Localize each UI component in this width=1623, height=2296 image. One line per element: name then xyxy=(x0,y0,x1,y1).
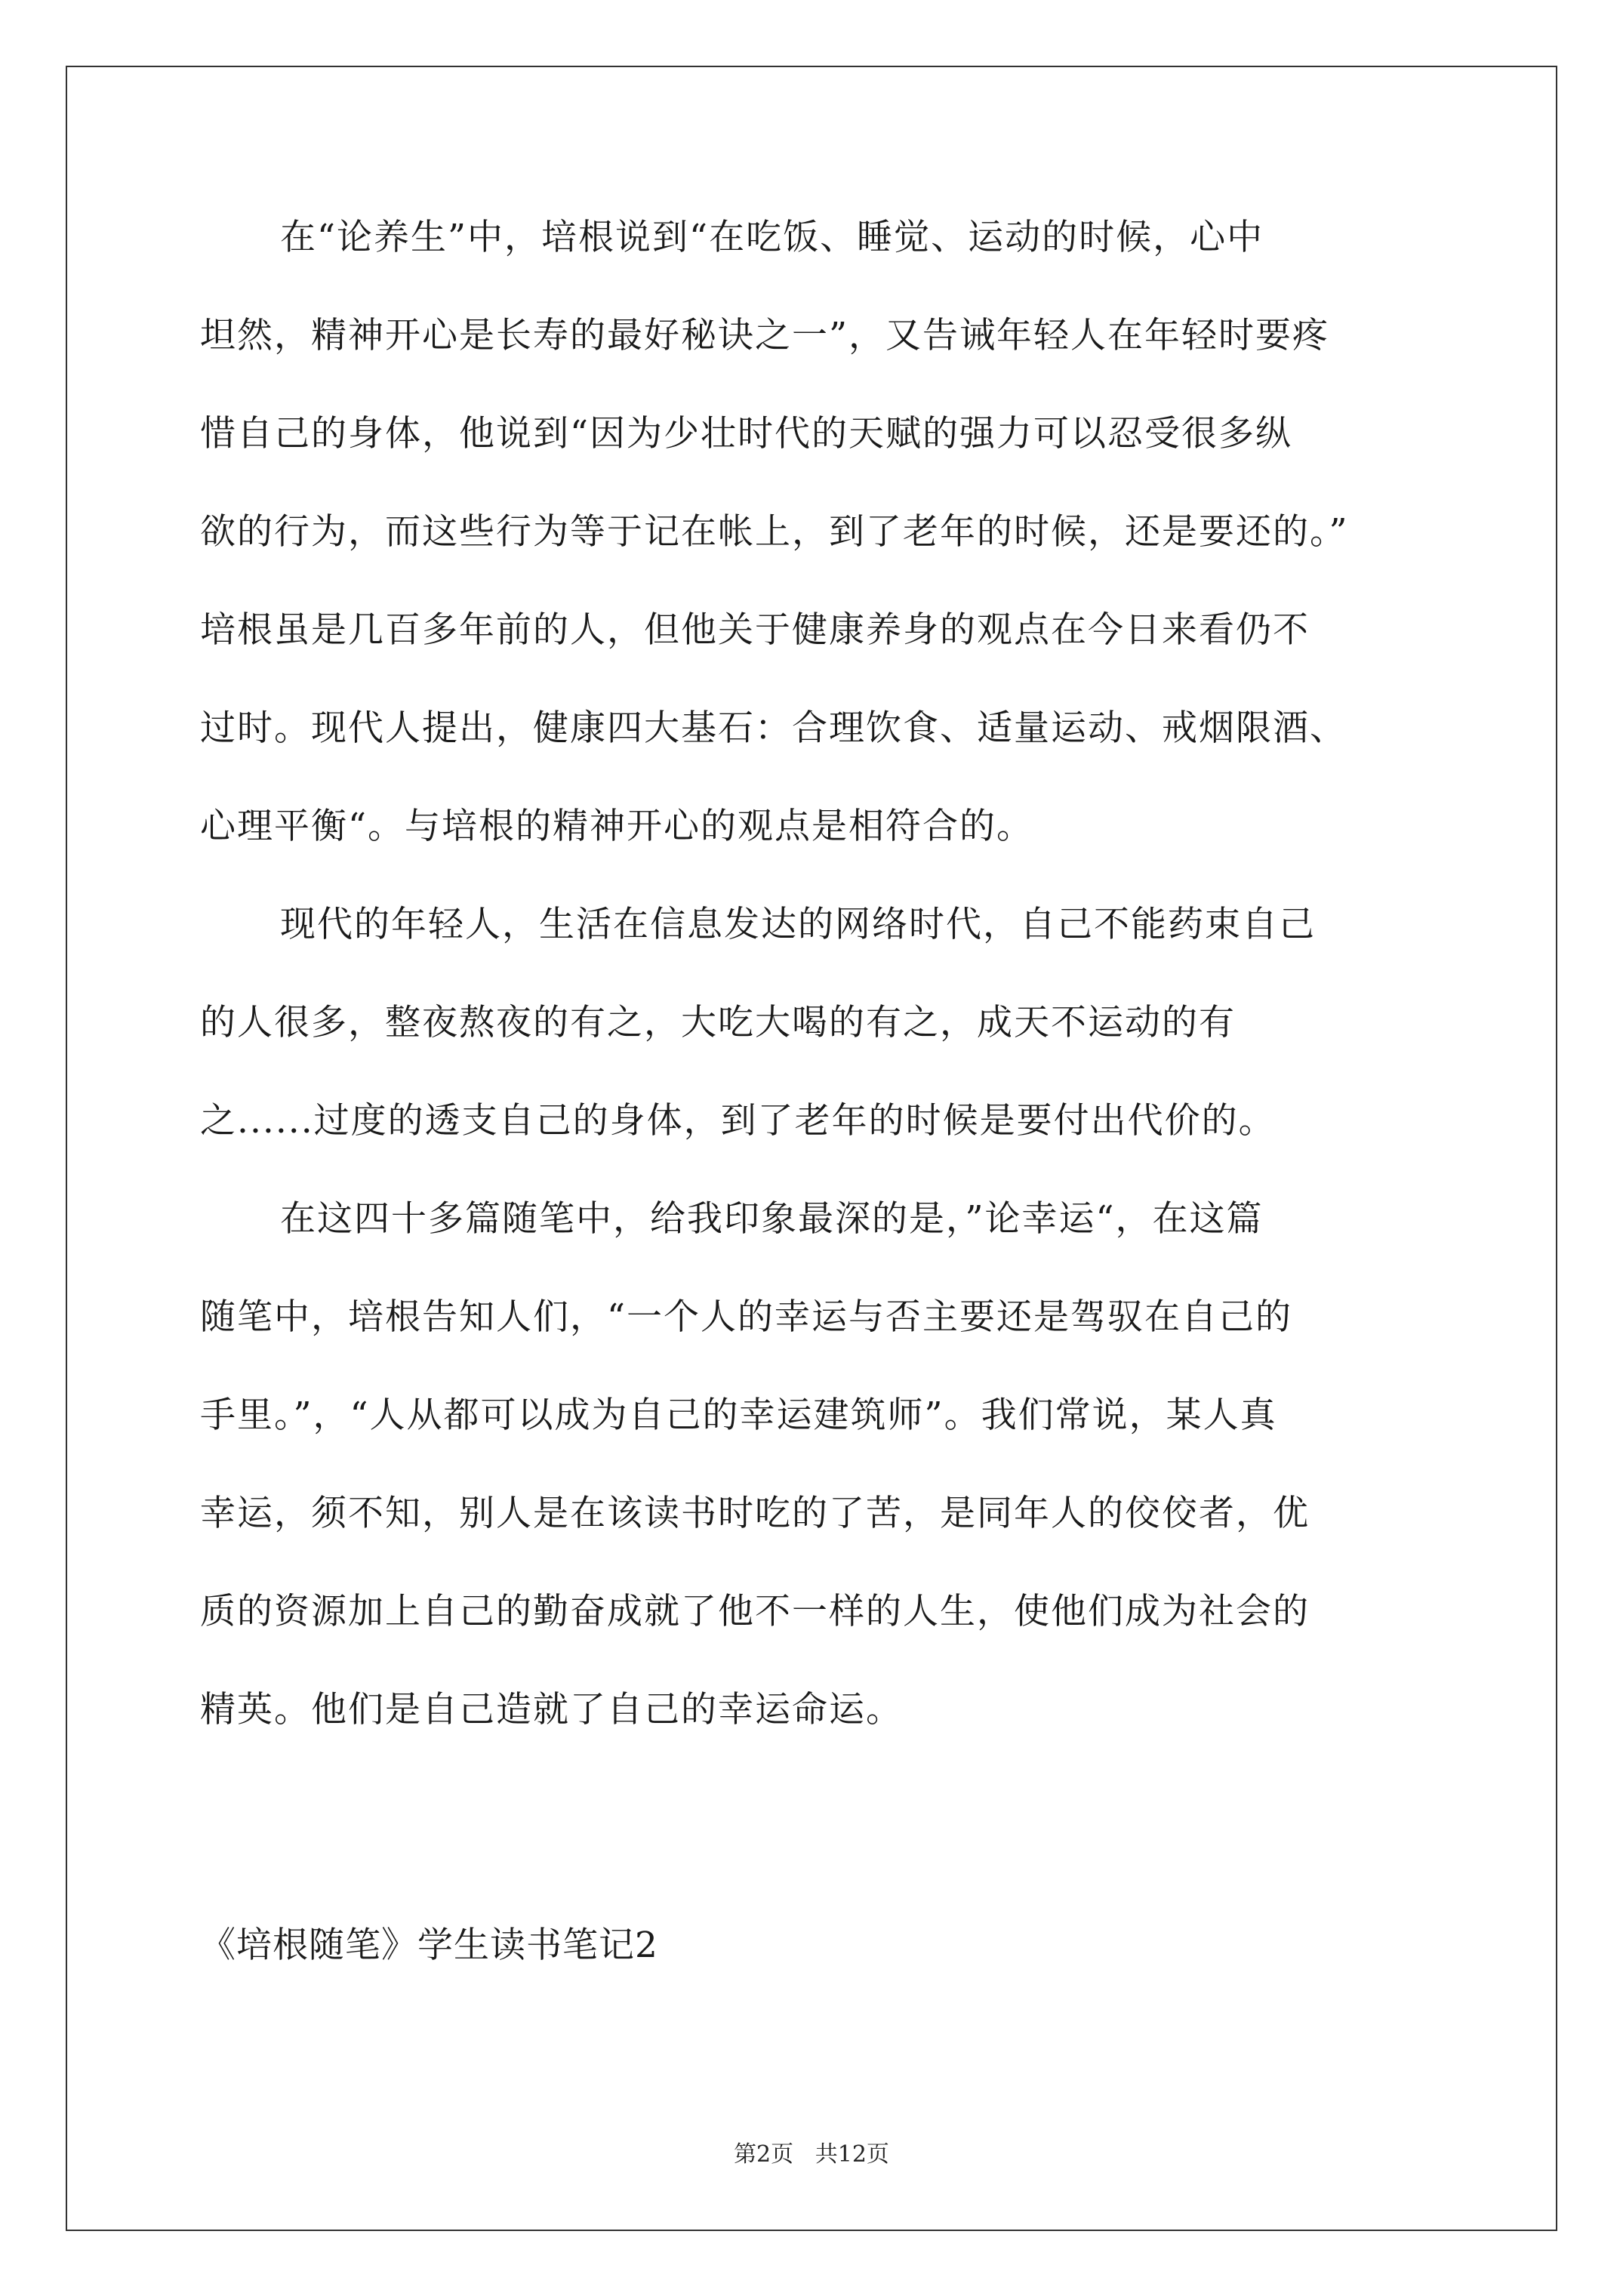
paragraph-line: 坦然，精神开心是长寿的最好秘诀之一”，又告诫年轻人在年轻时要疼 xyxy=(200,315,1330,356)
paragraph-line: 质的资源加上自己的勤奋成就了他不一样的人生，使他们成为社会的 xyxy=(200,1591,1310,1632)
document-body xyxy=(200,219,1438,1789)
paragraph-line: 幸运，须不知，别人是在该读书时吃的了苦，是同年人的佼佼者，优 xyxy=(200,1493,1310,1534)
paragraph-line: 的人很多，整夜熬夜的有之，大吃大喝的有之，成天不运动的有 xyxy=(200,1002,1236,1043)
paragraph-line: 欲的行为，而这些行为等于记在帐上，到了老年的时候，还是要还的。” xyxy=(200,511,1349,553)
paragraph-line: 手里。”，“人从都可以成为自己的幸运建筑师”。我们常说，某人真 xyxy=(200,1395,1277,1436)
section-heading: 《培根随笔》学生读书笔记2 xyxy=(200,1925,658,1966)
paragraph-line: 培根虽是几百多年前的人，但他关于健康养身的观点在今日来看仍不 xyxy=(200,609,1310,651)
paragraph-line: 在“论养生”中，培根说到“在吃饭、睡觉、运动的时候，心中 xyxy=(280,217,1264,258)
paragraph-line: 随笔中，培根告知人们，“一个人的幸运与否主要还是驾驭在自己的 xyxy=(200,1296,1293,1338)
paragraph-line: 之......过度的透支自己的身体，到了老年的时候是要付出代价的。 xyxy=(200,1100,1276,1142)
page-number-footer: 第2页 共12页 xyxy=(734,2141,889,2168)
paragraph-line: 过时。现代人提出，健康四大基石：合理饮食、适量运动、戒烟限酒、 xyxy=(200,707,1347,749)
paragraph-line: 现代的年轻人，生活在信息发达的网络时代，自己不能药束自己 xyxy=(280,904,1316,945)
paragraph-line: 惜自己的身体，他说到“因为少壮时代的天赋的强力可以忍受很多纵 xyxy=(200,413,1293,455)
paragraph-line: 在这四十多篇随笔中，给我印象最深的是，”论幸运“，在这篇 xyxy=(280,1198,1264,1240)
paragraph-line: 精英。他们是自己造就了自己的幸运命运。 xyxy=(200,1689,903,1730)
paragraph-line: 心理平衡“。与培根的精神开心的观点是相符合的。 xyxy=(200,806,1034,847)
